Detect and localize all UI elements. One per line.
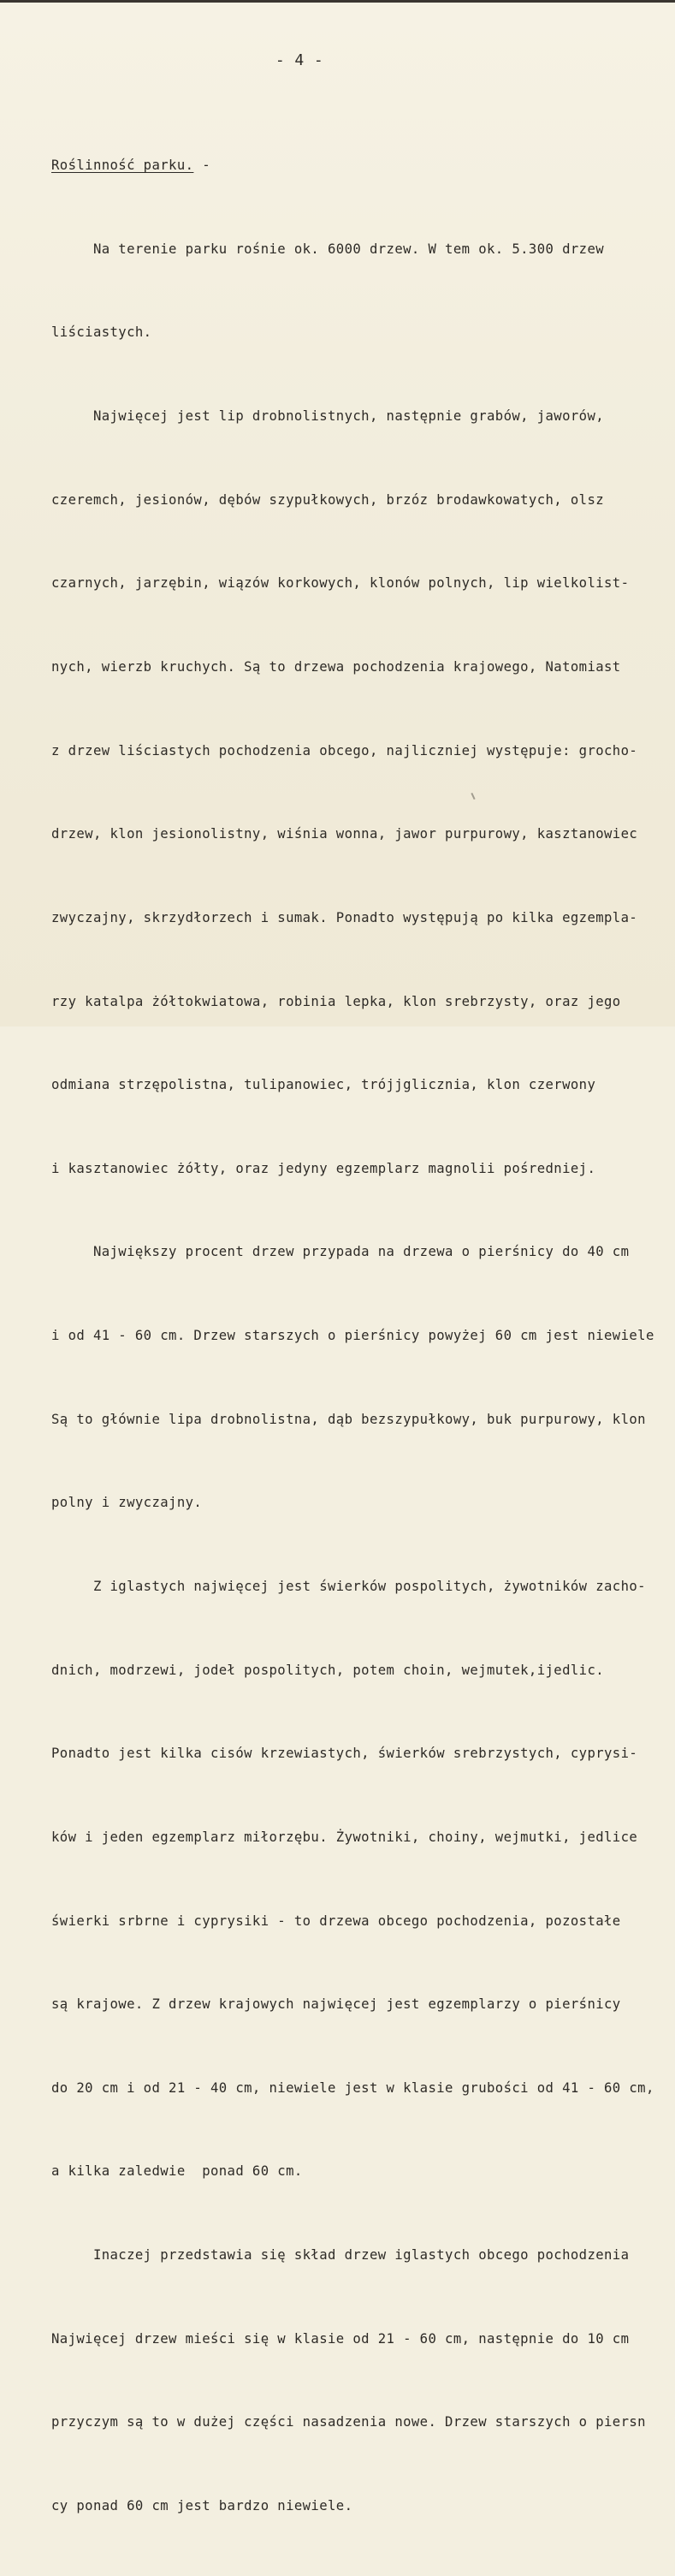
text-line: odmiana strzępolistna, tulipanowiec, trójjglicznia, klon czerwony bbox=[51, 1077, 596, 1093]
section-heading: Roślinność parku. bbox=[51, 158, 194, 174]
text-line: rzy katalpa żółtokwiatowa, robinia lepka, klon srebrzysty, oraz jego bbox=[51, 993, 621, 1009]
page-number: - 4 - bbox=[275, 51, 324, 69]
text-line: liściastych. bbox=[51, 324, 152, 341]
text-line: z drzew liściastych pochodzenia obcego, najliczniej występuje: grocho- bbox=[51, 742, 638, 759]
text-line: dnich, modrzewi, jodeł pospolitych, potem choin, wejmutek,ijedlic. bbox=[51, 1662, 605, 1678]
text-line: Na terenie parku rośnie ok. 6000 drzew. W tem ok. 5.300 drzew bbox=[51, 241, 605, 257]
text-line: ków i jeden egzemplarz miłorzębu. Żywotniki, choiny, wejmutki, jedlice bbox=[51, 1829, 638, 1845]
text-line: czeremch, jesionów, dębów szypułkowych, brzóz brodawkowatych, olsz bbox=[51, 491, 605, 508]
text-line: Z iglastych najwięcej jest świerków pospolitych, żywotników zacho- bbox=[51, 1578, 646, 1594]
text-line: Inaczej przedstawia się skład drzew iglastych obcego pochodzenia bbox=[51, 2247, 630, 2264]
text-line: drzew, klon jesionolistny, wiśnia wonna, jawor purpurowy, kasztanowiec bbox=[51, 826, 638, 842]
text-line: a kilka zaledwie ponad 60 cm. bbox=[51, 2163, 303, 2180]
text-line: do 20 cm i od 21 - 40 cm, niewiele jest w klasie grubości od 41 - 60 cm, bbox=[51, 2079, 654, 2096]
text-line: Najwięcej drzew mieści się w klasie od 21 - 60 cm, następnie do 10 cm bbox=[51, 2330, 630, 2347]
text-line: Ponadto jest kilka cisów krzewiastych, świerków srebrzystych, cyprysi- bbox=[51, 1746, 638, 1762]
text-line: i od 41 - 60 cm. Drzew starszych o pierśnicy powyżej 60 cm jest niewiele bbox=[51, 1328, 654, 1344]
text-line: Są to głównie lipa drobnolistna, dąb bezszypułkowy, buk purpurowy, klon bbox=[51, 1411, 646, 1427]
section-heading-tail: - bbox=[193, 158, 210, 174]
text-line: nych, wierzb kruchych. Są to drzewa pochodzenia krajowego, Natomiast bbox=[51, 658, 621, 675]
text-line: cy ponad 60 cm jest bardzo niewiele. bbox=[51, 2498, 353, 2514]
text-line: zwyczajny, skrzydłorzech i sumak. Ponadto występują po kilka egzempla- bbox=[51, 909, 638, 925]
text-line: Najwięcej jest lip drobnolistnych, następnie grabów, jaworów, bbox=[51, 408, 605, 425]
text-line: Największy procent drzew przypada na drzewa o pierśnicy do 40 cm bbox=[51, 1244, 630, 1260]
text-line: świerki srbrne i cyprysiki - to drzewa obcego pochodzenia, pozostałe bbox=[51, 1913, 621, 1929]
page-top-edge bbox=[0, 0, 675, 3]
text-line: i kasztanowiec żółty, oraz jedyny egzemplarz magnolii pośredniej. bbox=[51, 1160, 596, 1176]
document-body bbox=[51, 96, 675, 2576]
text-line: polny i zwyczajny. bbox=[51, 1495, 203, 1511]
text-line: są krajowe. Z drzew krajowych najwięcej jest egzemplarzy o pierśnicy bbox=[51, 1996, 621, 2013]
text-line: przyczym są to w dużej części nasadzenia nowe. Drzew starszych o piersn bbox=[51, 2414, 646, 2430]
section-heading-line bbox=[51, 152, 675, 180]
text-line: czarnych, jarzębin, wiązów korkowych, klonów polnych, lip wielkolist- bbox=[51, 575, 630, 592]
